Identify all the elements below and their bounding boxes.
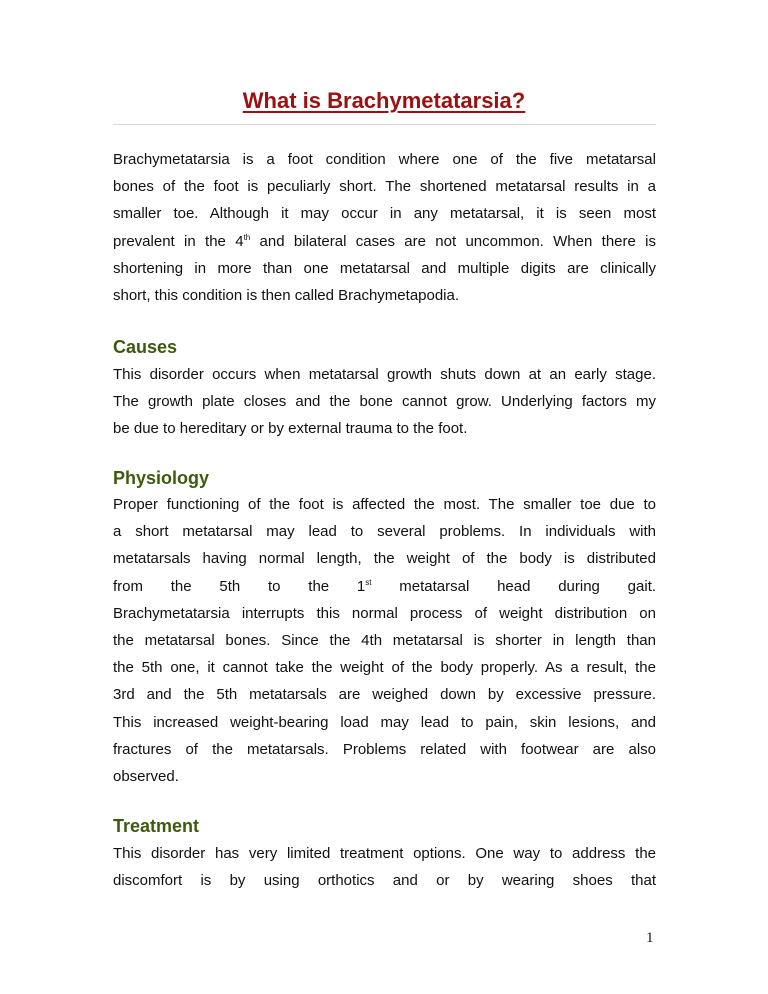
- physiology-line-11: observed.: [113, 768, 179, 786]
- physiology-line-6: the metatarsal bones. Since the 4th metatarsal is shorter in length than: [113, 632, 656, 650]
- causes-section: [113, 336, 656, 358]
- causes-line-1: This disorder occurs when metatarsal growth shuts down at an early stage.: [113, 366, 656, 383]
- physiology-line-3: metatarsals having normal length, the weight of the body is distributed: [113, 550, 656, 568]
- physiology-line-7: the 5th one, it cannot take the weight of the body properly. As a result, the: [113, 659, 656, 677]
- intro-line-1: Brachymetatarsia is a foot condition where one of the five metatarsal: [113, 151, 656, 168]
- physiology-heading: Physiology: [113, 468, 210, 488]
- intro-line-4: prevalent in the 4th and bilateral cases are not uncommon. When there is: [113, 232, 657, 250]
- intro-line-3: smaller toe. Although it may occur in any metatarsal, it is seen most: [113, 205, 656, 223]
- treatment-heading: Treatment: [113, 816, 200, 836]
- causes-line-2: The growth plate closes and the bone cannot grow. Underlying factors my: [113, 393, 656, 411]
- physiology-line-8: 3rd and the 5th metatarsals are weighed down by excessive pressure.: [113, 686, 656, 704]
- physiology-line-4: from the 5th to the 1st metatarsal head during gait.: [113, 577, 657, 595]
- physiology-section: [113, 467, 656, 489]
- physiology-line-1: Proper functioning of the foot is affected the most. The smaller toe due to: [113, 496, 656, 513]
- treatment-line-2: discomfort is by using orthotics and or by wearing shoes that: [113, 872, 656, 890]
- treatment-section: [113, 815, 656, 837]
- intro-line-6: short, this condition is then called Brachymetapodia.: [113, 287, 460, 305]
- intro-paragraph: [113, 146, 656, 309]
- document-title: What is Brachymetatarsia?: [242, 88, 526, 113]
- intro-line-2: bones of the foot is peculiarly short. The shortened metatarsal results in a: [113, 178, 656, 196]
- causes-heading: Causes: [113, 337, 178, 357]
- physiology-line-9: This increased weight-bearing load may lead to pain, skin lesions, and: [113, 713, 656, 731]
- physiology-paragraph: [113, 491, 656, 790]
- title-divider: [113, 124, 656, 125]
- causes-paragraph: [113, 361, 656, 443]
- page-number: 1: [646, 930, 654, 946]
- treatment-line-1: This disorder has very limited treatment options. One way to address the: [113, 845, 656, 862]
- physiology-line-2: a short metatarsal may lead to several problems. In individuals with: [113, 523, 656, 541]
- causes-line-3: be due to hereditary or by external trauma to the foot.: [113, 420, 468, 438]
- physiology-line-10: fractures of the metatarsals. Problems related with footwear are also: [113, 740, 656, 758]
- intro-line-5: shortening in more than one metatarsal and multiple digits are clinically: [113, 259, 656, 277]
- treatment-paragraph: [113, 840, 656, 894]
- physiology-line-5: Brachymetatarsia interrupts this normal process of weight distribution on: [113, 604, 656, 622]
